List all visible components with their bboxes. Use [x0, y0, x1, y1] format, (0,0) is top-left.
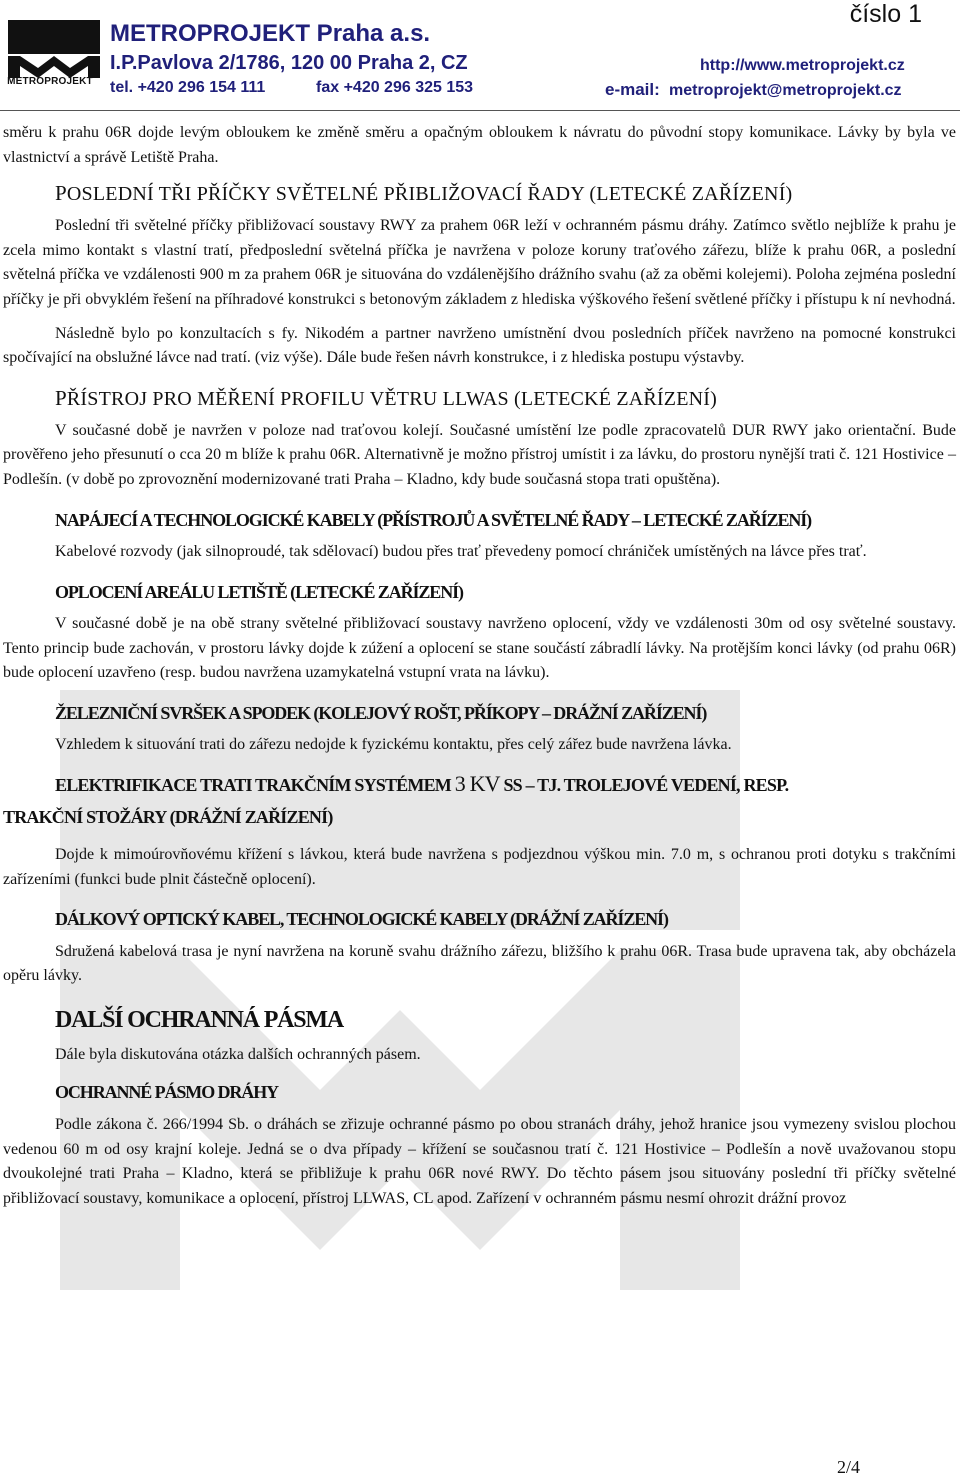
company-name: METROPROJEKT Praha a.s. [110, 20, 431, 47]
paragraph-other-zones: Dále byla diskutována otázka dalších ochranných pásem. [55, 1045, 421, 1063]
paragraph-power-cables: Kabelové rozvody (jak silnoproudé, tak sdělovací) budou přes trať převedeny pomocí chrániček umístěných na lávce přes trať. [55, 543, 867, 561]
section-title-light-bars: POSLEDNÍ TŘI PŘÍČKY SVĚTELNÉ PŘIBLIŽOVACÍ ŘADY (LETECKÉ ZAŘÍZENÍ) [55, 181, 793, 206]
company-fax: fax +420 296 325 153 [316, 79, 474, 96]
email-label: e-mail: [605, 80, 660, 99]
paragraph-llwas: V současné době je navržen v poloze nad traťovou kolejí. Současné umístění lze podle zpracovatelů DUR RWY jako orientační. Bude prověřeno jeho přesunutí o cca 20 m blíže k prahu 06R. Alternativně je možno přístroj umístit i za lávku, do prostoru nynější trati č. 121 Hostivice – Podlešín. (v době po zprovoznění modernizované trati Praha – Kladno, kdy bude současná stopa trati opuštěna). [3, 421, 956, 488]
paragraph-fencing: V současné době je na obě strany světelné přibližovací soustavy navrženo oplocení, vždy ve vzdálenosti 30m od osy světelné soustavy. Tento princip bude zachován, v prostoru lávky dojde k zúžení a oplocení se stane součástí zábradlí lávky. Na protějším konci lávky (od prahu 06R) bude oplocení uzavřeno (resp. budou navržena uzamykatelná vstupní vrata na lávku). [3, 615, 956, 682]
section-title-fencing: OPLOCENÍ AREÁLU LETIŠTĚ (LETECKÉ ZAŘÍZENÍ) [55, 581, 463, 602]
section-title-power-cables: NAPÁJECÍ A TECHNOLOGICKÉ KABELY (PŘÍSTROJŮ A SVĚTELNÉ ŘADY – LETECKÉ ZAŘÍZENÍ) [55, 509, 812, 530]
metroprojekt-logo [8, 20, 100, 110]
company-email-link[interactable]: metroprojekt@metroprojekt.cz [669, 82, 902, 99]
paragraph-electrification: Dojde k mimoúrovňovému křížení s lávkou, která bude navržena s podjezdnou výškou min. 7.0 m, s ochranou proti dotyku s trakčními zařízeními (funkci bude plnit částečně oplocení). [3, 846, 956, 888]
section-title-other-zones: DALŠÍ OCHRANNÁ PÁSMA [55, 1006, 344, 1033]
paragraph-railway-zone: Podle zákona č. 266/1994 Sb. o dráhách se zřizuje ochranné pásmo po obou stranách dráhy, jehož hranice jsou vymezeny svislou plochou vedenou 60 m od osy krajní koleje. Jedná se o dva případy – křížení se současnou tratí č. 121 Hostivice – Podlešín a nově uvažovanou stopu dvoukolejné trati Praha – Kladno, která se přibližuje k prahu 06R nové RWY. Do těchto pásem jsou situovány poslední tři příčky světelné přibližovací soustavy, komunikace a oplocení, přístroj LLWAS, CL apod. Zařízení v ochranném pásmu nesmí ohrozit drážní provoz [3, 1115, 956, 1207]
section-title-llwas: PŘÍSTROJ PRO MĚŘENÍ PROFILU VĚTRU LLWAS (LETECKÉ ZAŘÍZENÍ) [55, 385, 717, 410]
section-title-electrification: ELEKTRIFIKACE TRATI TRAKČNÍM SYSTÉMEM 3 KV SS – TJ. TROLEJOVÉ VEDENÍ, RESP. TRAKČNÍ STOŽÁRY (DRÁŽNÍ ZAŘÍZENÍ) [3, 771, 789, 827]
document-body [3, 121, 956, 1211]
intro-paragraph: směru k prahu 06R dojde levým obloukem ke změně směru a opačným obloukem k návratu do původní stopy komunikace. Lávky by byla ve vlastnictví a správě Letiště Praha. [3, 124, 956, 166]
paragraph-light-bars: Poslední tři světelné příčky přibližovací soustavy RWY za prahem 06R leží v ochranném pásmu dráhy. Zatímco světlo nejblíže k prahu je zcela mimo kontakt s vlastní tratí, předposlední světelná příčka je navržena v poloze koruny traťového zářezu, blíže k prahu 06R, a poslední světelná příčka ve vzdálenosti 900 m za prahem 06R je situována do vzdálenějšího drážního svahu (až za oběmi kolejemi). Poloha zejména poslední příčky je při obvyklém řešení na příhradové konstrukci s betonovým základem z hlediska výškového řešení světlené příčky i přístupu k ní nevhodná. [3, 217, 956, 308]
company-phone: tel. +420 296 154 111 [110, 79, 266, 96]
logo-wordmark: METROPROJEKT [7, 76, 93, 87]
logo-m-icon [8, 20, 100, 78]
paragraph-railway-track: Vzhledem k situování trati do zářezu nedojde k fyzickému kontaktu, přes celý zářez bude navržena lávka. [55, 736, 732, 754]
document-number: číslo 1 [849, 0, 922, 28]
section-title-railway-track: ŽELEZNIČNÍ SVRŠEK A SPODEK (KOLEJOVÝ ROŠT, PŘÍKOPY – DRÁŽNÍ ZAŘÍZENÍ) [55, 702, 707, 723]
paragraph-light-bars-2: Následně bylo po konzultacích s fy. Nikodém a partner navrženo umístnění dvou posledních příček navrženo na pomocné konstrukci spočívající na obslužné lávce nad tratí. (viz výše). Dále bude řešen návrh konstrukce, i z hlediska postupu výstavby. [3, 324, 956, 367]
header-divider [0, 110, 960, 111]
letterhead [0, 0, 960, 112]
company-website-link[interactable]: http://www.metroprojekt.cz [700, 57, 905, 74]
page-number: 2/4 [836, 1457, 860, 1477]
company-address: I.P.Pavlova 2/1786, 120 00 Praha 2, CZ [110, 52, 468, 74]
section-title-optical-cable: DÁLKOVÝ OPTICKÝ KABEL, TECHNOLOGICKÉ KABELY (DRÁŽNÍ ZAŘÍZENÍ) [55, 909, 668, 930]
paragraph-optical-cable: Sdružená kabelová trasa je nyní navržena na koruně svahu drážního zářezu, bližšího k prahu 06R. Trasa bude upravena tak, aby obcházela opěru lávky. [3, 942, 956, 985]
section-title-railway-zone: OCHRANNÉ PÁSMO DRÁHY [55, 1082, 278, 1103]
